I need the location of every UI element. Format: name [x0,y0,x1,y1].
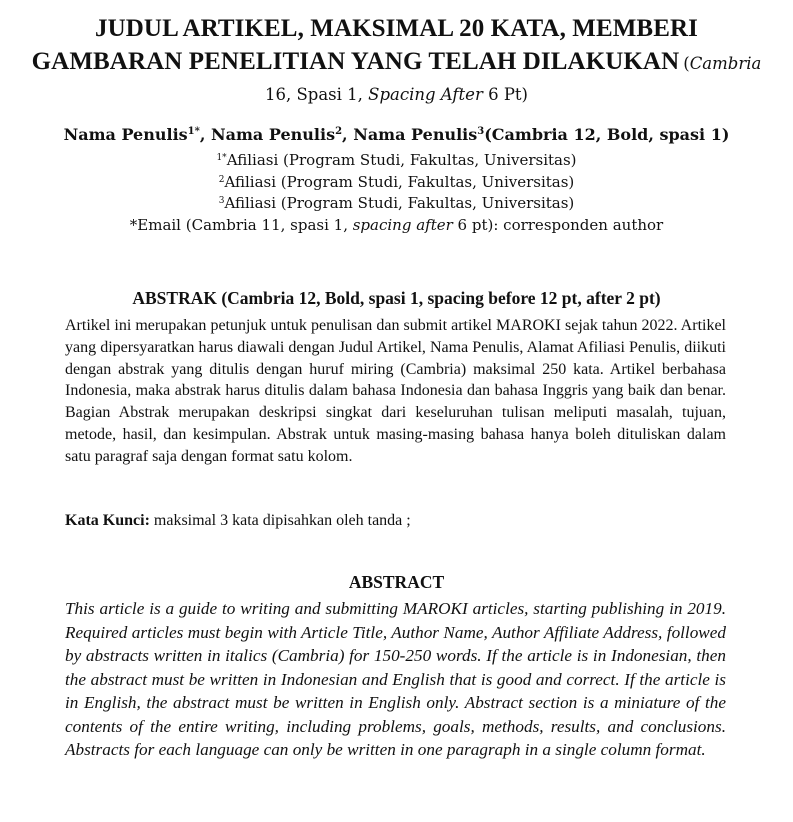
author-1-sup: 1* [187,126,200,137]
email-line [20,215,773,237]
author-format-note: (Cambria 12, Bold, spasi 1) [484,125,730,144]
affiliation-2-sup: 2 [218,174,225,185]
author-sep-1: , [199,125,211,144]
abstract-body: This article is a guide to writing and submitting MAROKI articles, starting publishing in 2019. Required articles must begin with Article Title, Author Name, Author Affiliate Address, followed by abstracts written in italics (Cambria) for 150-250 words. If the article is in Indonesian, then the abstract must be written in Indonesian and English that is good and correct. If the article is in English, the abstract must be written in English only. Abstract section is a miniature of the contents of the entire writing, including problems, goals, methods, results, and conclusions. Abstracts for each language can only be written in one paragraph in a single column format. [65,599,726,759]
keywords-text: maksimal 3 kata dipisahkan oleh tanda ; [149,512,411,529]
affiliation-1-sup: 1* [216,153,227,163]
abstract-heading: ABSTRACT [348,572,445,592]
affiliation-3-text: Afiliasi (Program Studi, Fakultas, Universitas) [224,194,575,212]
abstrak-heading: ABSTRAK (Cambria 12, Bold, spasi 1, spacing before 12 pt, after 2 pt) [132,288,661,308]
title-note-mid: 16, Spasi 1, [264,85,369,104]
affiliation-3 [20,193,773,215]
author-line [20,124,773,146]
author-2-sup: 2 [335,126,343,137]
affiliation-2 [20,172,773,194]
title-text: JUDUL ARTIKEL, MAKSIMAL 20 KATA, MEMBERI GAMBARAN PENELITIAN YANG TELAH DILAKUKAN [31,15,698,75]
keywords-label: Kata Kunci: [65,512,150,529]
keywords-line [65,510,726,531]
author-3-sup: 3 [477,126,485,137]
author-3: Nama Penulis [353,125,478,144]
article-title [20,14,773,111]
affiliation-block [20,150,773,236]
affiliation-1-text: Afiliasi (Program Studi, Fakultas, Universitas) [226,151,577,169]
author-sep-2: , [342,125,354,144]
author-1: Nama Penulis [63,125,188,144]
affiliation-1 [20,150,773,172]
email-pre: *Email (Cambria 11, spasi 1, [129,215,353,234]
author-2: Nama Penulis [211,125,336,144]
affiliation-2-text: Afiliasi (Program Studi, Fakultas, Universitas) [224,172,575,191]
title-note-font: Cambria [689,54,762,73]
email-post: 6 pt): corresponden author [452,215,664,234]
affiliation-3-sup: 3 [218,196,225,206]
email-italic: spacing after [352,215,453,234]
title-note-spacing: Spacing After [368,85,483,104]
title-note-open: ( [683,54,690,73]
abstrak-body: Artikel ini merupakan petunjuk untuk penulisan dan submit artikel MAROKI sejak tahun 2022. Artikel yang dipersyaratkan harus diawali dengan Judul Artikel, Nama Penulis, Alamat Afiliasi Penulis, diikuti dengan abstrak yang ditulis dengan huruf miring (Cambria) maksimal 250 kata. Artikel berbahasa Indonesia, maka abstrak harus ditulis dalam bahasa Indonesia dan bahasa Inggris yang baik dan benar. Bagian Abstrak merupakan deskripsi singkat dari keseluruhan tulisan meliputi masalah, tujuan, metode, hasil, dan kesimpulan. Abstrak untuk masing-masing bahasa hanya boleh dituliskan dalam satu paragraf saja dengan format satu kolom. [65,317,726,465]
title-note-end: 6 Pt) [482,85,528,104]
